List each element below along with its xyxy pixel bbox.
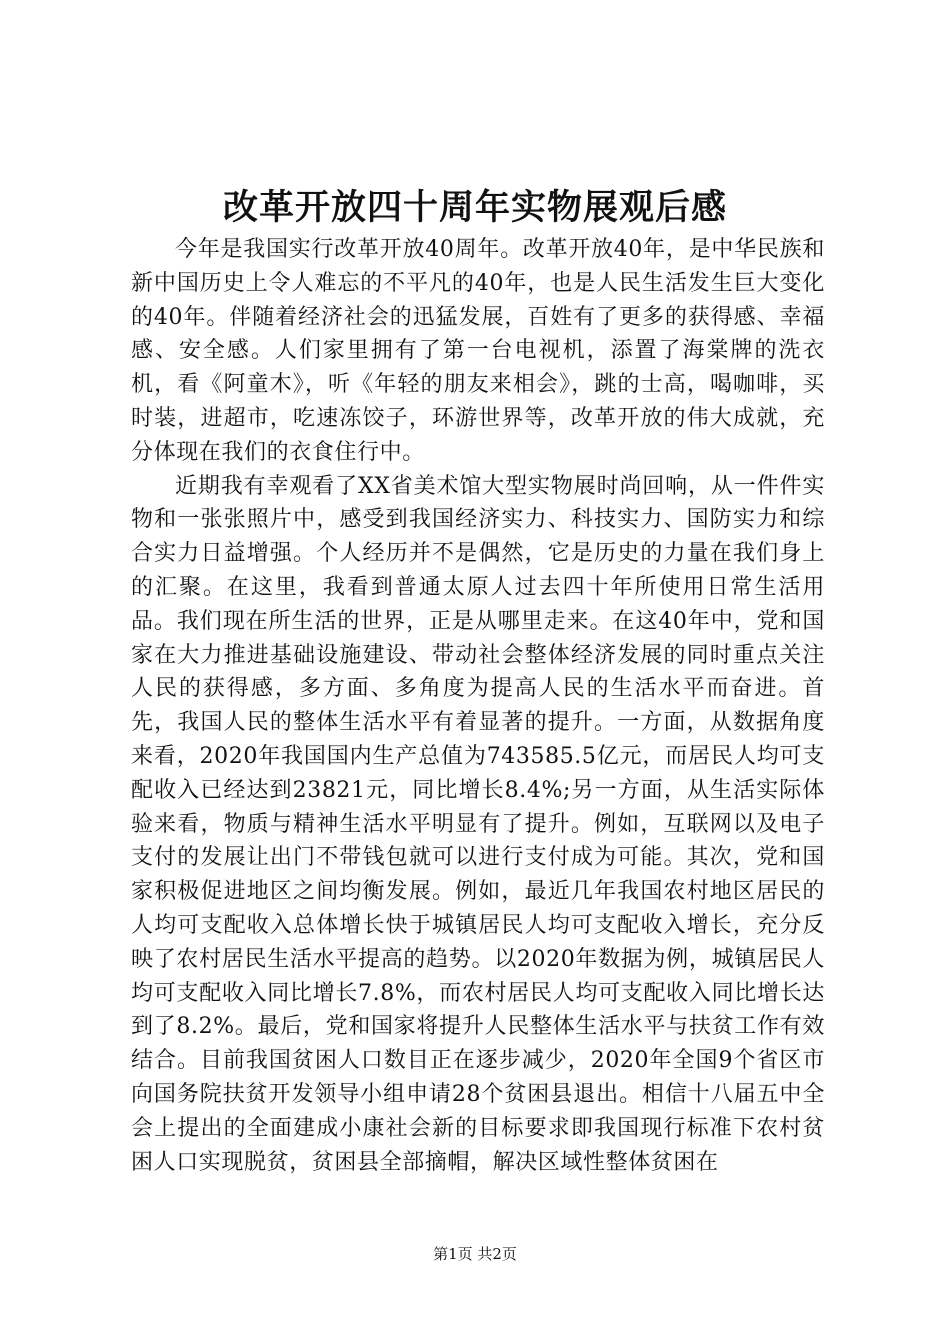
paragraph-1: 今年是我国实行改革开放40周年。改革开放40年，是中华民族和新中国历史上令人难忘的不平凡的40年，也是人民生活发生巨大变化的40年。伴随着经济社会的迅猛发展，百姓有了更多的获得感、幸福感、安全感。人们家里拥有了第一台电视机，添置了海棠牌的洗衣机，看《阿童木》，听《年轻的朋友来相会》，跳的士高，喝咖啡，买时装，进超市，吃速冻饺子，环游世界等，改革开放的伟大成就，充分体现在我们的衣食住行中。 [131, 237, 825, 465]
document-body [131, 233, 825, 1179]
paragraph-2: 近期我有幸观看了XX省美术馆大型实物展时尚回响，从一件件实物和一张张照片中，感受到我国经济实力、科技实力、国防实力和综合实力日益增强。个人经历并不是偶然，它是历史的力量在我们身上的汇聚。在这里，我看到普通太原人过去四十年所使用日常生活用品。我们现在所生活的世界，正是从哪里走来。在这40年中，党和国家在大力推进基础设施建设、带动社会整体经济发展的同时重点关注人民的获得感，多方面、多角度为提高人民的生活水平而奋进。首先，我国人民的整体生活水平有着显著的提升。一方面，从数据角度来看，2020年我国国内生产总值为743585.5亿元，而居民人均可支配收入已经达到23821元，同比增长8.4%;另一方面，从生活实际体验来看，物质与精神生活水平明显有了提升。例如，互联网以及电子支付的发展让出门不带钱包就可以进行支付成为可能。其次，党和国家积极促进地区之间均衡发展。例如，最近几年我国农村地区居民的人均可支配收入总体增长快于城镇居民人均可支配收入增长，充分反映了农村居民生活水平提高的趋势。以2020年数据为例，城镇居民人均可支配收入同比增长7.8%，而农村居民人均可支配收入同比增长达到了8.2%。最后，党和国家将提升人民整体生活水平与扶贫工作有效结合。目前我国贫困人口数目正在逐步减少，2020年全国9个省区市向国务院扶贫开发领导小组申请28个贫困县退出。相信十八届五中全会上提出的全面建成小康社会新的目标要求即我国现行标准下农村贫困人口实现脱贫，贫困县全部摘帽，解决区域性整体贫困在 [131, 473, 825, 1175]
page-footer: 第1页 共2页 [433, 1245, 517, 1263]
document-title: 改革开放四十周年实物展观后感 [222, 187, 727, 228]
